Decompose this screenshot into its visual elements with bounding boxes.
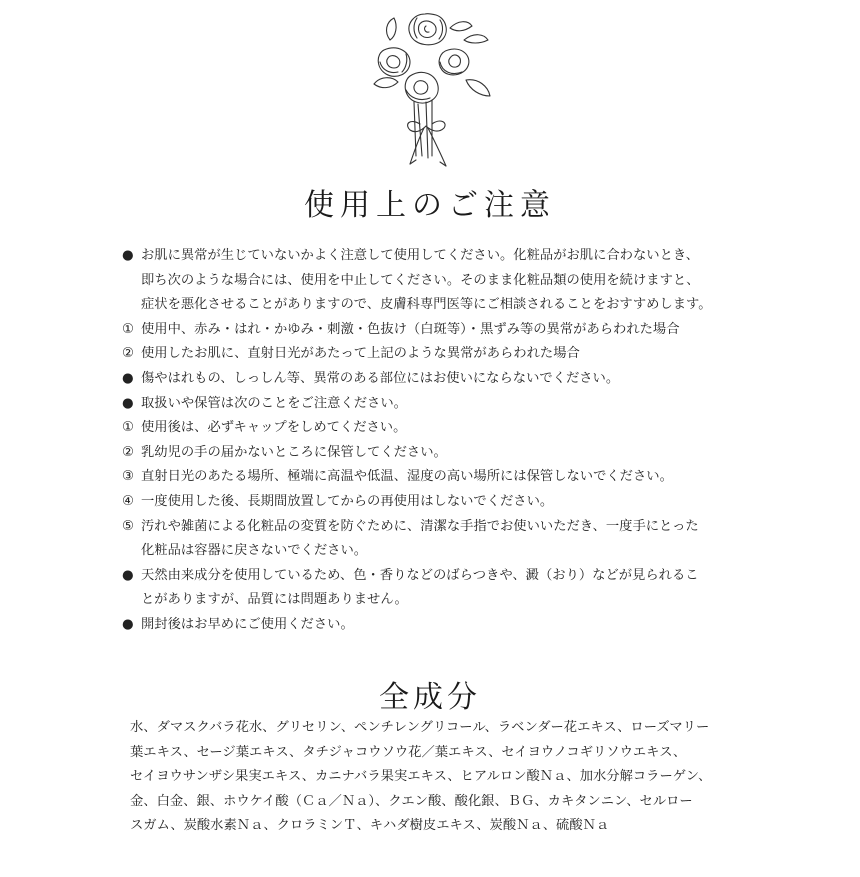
note-line: とがありますが、品質には問題ありません。 [141, 592, 408, 608]
note-line: ③ 直射日光のあたる場所、極端に高温や低温、湿度の高い場所には保管しないでください。 [122, 469, 673, 485]
rose-bouquet-icon [370, 6, 495, 174]
ingredients-list [130, 716, 750, 839]
ingredients-title: 全成分 [379, 680, 481, 715]
ingredients-line: セイヨウサンザシ果実エキス、カニナバラ果実エキス、ヒアルロン酸Ｎａ、加水分解コラーゲン、 [130, 769, 712, 784]
note-line: ① 使用中、赤み・はれ・かゆみ・刺激・色抜け（白斑等）・黒ずみ等の異常があらわれた場合 [122, 321, 680, 337]
ingredients-line: 葉エキス、セージ葉エキス、タチジャコウソウ花／葉エキス、セイヨウノコギリソウエキス、 [130, 744, 687, 760]
note-line: ● お肌に異常が生じていないかよく注意して使用してください。化粧品がお肌に合わないとき、 [122, 248, 699, 263]
note-line: 化粧品は容器に戻さないでください。 [141, 543, 368, 559]
ingredients-line: スガム、炭酸水素Ｎａ、クロラミンＴ、キハダ樹皮エキス、炭酸Ｎａ、硫酸Ｎａ [130, 818, 610, 833]
note-line: 症状を悪化させることがありますので、皮膚科専門医等にご相談されることをおすすめします。 [141, 297, 712, 313]
note-line: 即ち次のような場合には、使用を中止してください。そのまま化粧品類の使用を続けますと、 [141, 272, 700, 288]
note-line: ② 乳幼児の手の届かないところに保管してください。 [122, 444, 447, 460]
caution-title: 使用上のご注意 [304, 188, 556, 223]
note-line: ● 取扱いや保管は次のことをご注意ください。 [122, 395, 407, 411]
ingredients-line: 金、白金、銀、ホウケイ酸（Ｃａ／Ｎａ）、クエン酸、酸化銀、ＢＧ、カキタンニン、セルロー [130, 793, 693, 809]
ingredients-line: 水、ダマスクバラ花水、グリセリン、ペンチレングリコール、ラベンダー花エキス、ローズマリー [130, 720, 710, 735]
note-line: ● 天然由来成分を使用しているため、色・香りなどのばらつきや、澱（おり）などが見られるこ [122, 567, 699, 583]
caution-notes-list [122, 244, 762, 638]
note-line: ④ 一度使用した後、長期間放置してからの再使用はしないでください。 [122, 493, 554, 509]
note-line: ⑤ 汚れや雑菌による化粧品の変質を防ぐために、清潔な手指でお使いいただき、一度手にとった [122, 518, 699, 534]
note-line: ● 傷やはれもの、しっしん等、異常のある部位にはお使いにならないでください。 [122, 370, 620, 386]
note-line: ① 使用後は、必ずキャップをしめてください。 [122, 420, 407, 436]
note-line: ● 開封後はお早めにご使用ください。 [122, 616, 354, 632]
note-line: ② 使用したお肌に、直射日光があたって上記のような異常があらわれた場合 [122, 346, 580, 362]
